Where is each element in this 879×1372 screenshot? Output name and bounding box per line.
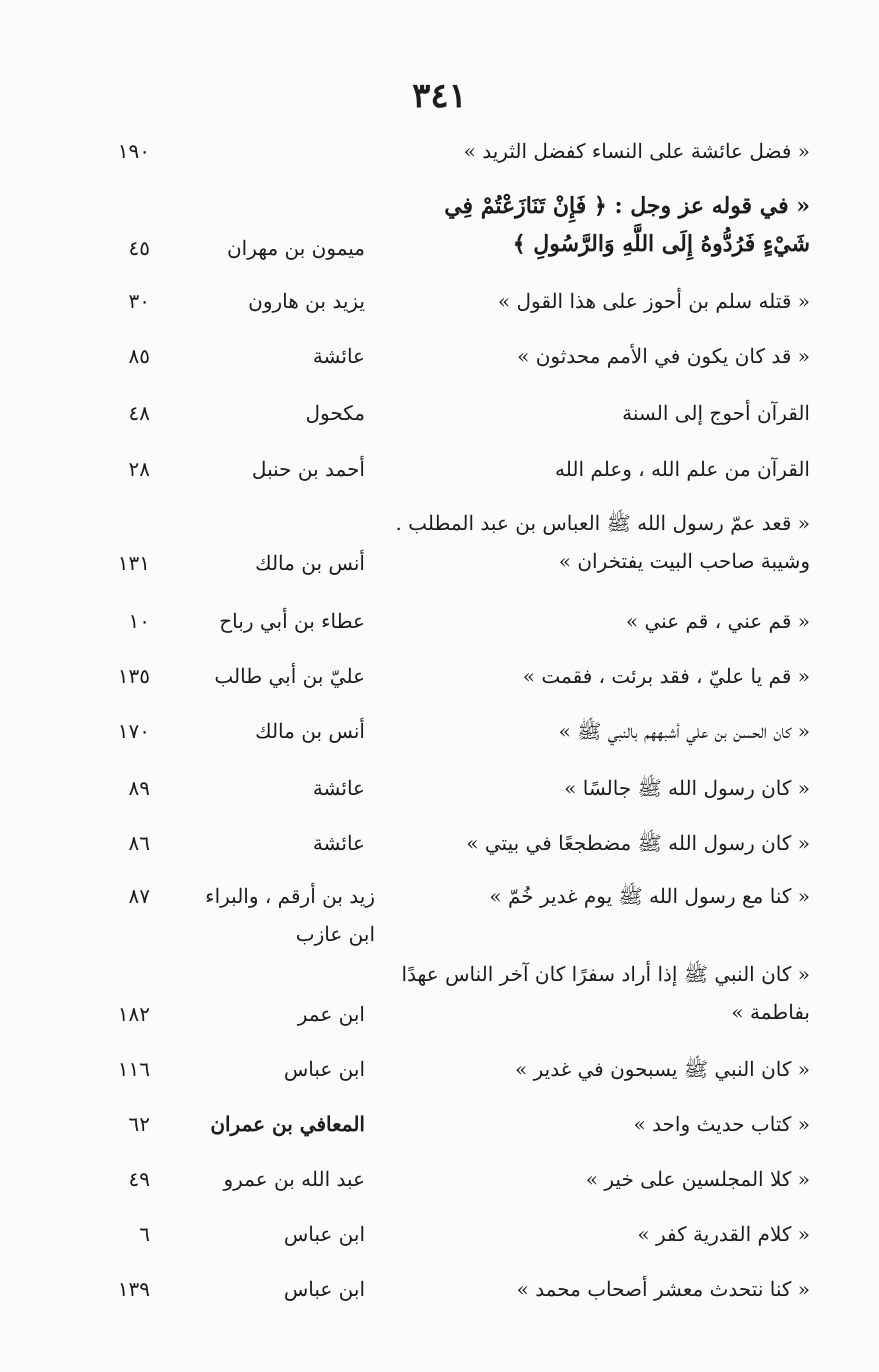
hadith-text: القرآن من علم الله ، وعلم الله <box>555 457 810 481</box>
hadith-text: « قعد عمّ رسول الله ﷺ العباس بن عبد المطلب . وشيبة صاحب البيت يفتخران » <box>395 511 810 573</box>
hadith-text: « كنا مع رسول الله ﷺ يوم غدير خُمّ » <box>489 884 810 908</box>
narrator-name: أنس بن مالك <box>255 551 365 575</box>
narrator-name: ابن عباس <box>283 1057 365 1081</box>
page-reference: ٢٨ <box>128 457 150 481</box>
narrator-name: مكحول <box>305 401 365 425</box>
page-reference: ١٨٢ <box>117 1002 150 1026</box>
narrator-name: ابن عباس <box>283 1222 365 1246</box>
narrator-name: عبد الله بن عمرو <box>223 1167 365 1191</box>
narrator-name: عليّ بن أبي طالب <box>214 664 365 688</box>
page-reference: ١٧٠ <box>117 719 150 743</box>
hadith-text: « قتله سلم بن أحوز على هذا القول » <box>497 289 810 313</box>
page-reference: ١٠ <box>128 609 150 633</box>
index-row <box>90 877 820 962</box>
narrator-name: ميمون بن مهران <box>226 236 365 260</box>
page-reference: ١١٦ <box>117 1057 150 1081</box>
index-row <box>90 955 820 1055</box>
hadith-text: « كان النبي ﷺ إذا أراد سفرًا كان آخر الناس عهدًا بفاطمة » <box>401 962 810 1024</box>
hadith-index-list <box>90 132 820 1322</box>
page-reference: ٤٥ <box>128 236 150 260</box>
page-reference: ١٣٩ <box>117 1277 150 1301</box>
page-reference: ٣٠ <box>128 289 150 313</box>
narrator-name: ابن عمر <box>297 1002 365 1026</box>
page-reference: ٦ <box>139 1222 150 1246</box>
page-reference: ٦٢ <box>128 1112 150 1136</box>
narrator-name: عائشة <box>312 831 365 855</box>
page-reference: ٨٦ <box>128 831 150 855</box>
narrator-name: عطاء بن أبي رباح <box>219 609 365 633</box>
hadith-text: القرآن أحوج إلى السنة <box>622 401 810 425</box>
hadith-text: « قد كان يكون في الأمم محدثون » <box>517 344 810 368</box>
hadith-text: « فضل عائشة على النساء كفضل الثريد » <box>463 139 810 163</box>
index-row <box>90 1270 820 1340</box>
page-reference: ١٩٠ <box>117 139 150 163</box>
hadith-text: « كلام القدرية كفر » <box>637 1222 810 1246</box>
hadith-text: « كان النبي ﷺ يسبحون في غدير » <box>515 1057 810 1081</box>
narrator-name: أحمد بن حنبل <box>251 457 365 481</box>
hadith-text: « كان رسول الله ﷺ مضطجعًا في بيتي » <box>466 831 810 855</box>
hadith-text: « قم يا عليّ ، فقد برئت ، فقمت » <box>522 664 810 688</box>
narrator-name: يزيد بن هارون <box>248 289 365 313</box>
narrator-name: زيد بن أرقم ، والبراء ابن عازب <box>205 884 375 946</box>
narrator-name: عائشة <box>312 344 365 368</box>
page-reference: ١٣١ <box>117 551 150 575</box>
hadith-text: « قم عني ، قم عني » <box>625 609 810 633</box>
page-reference: ٨٧ <box>128 884 150 908</box>
narrator-name: أنس بن مالك <box>255 719 365 743</box>
narrator-name: المعافي بن عمران <box>210 1112 365 1136</box>
narrator-name: عائشة <box>312 776 365 800</box>
hadith-text: « كنا نتحدث معشر أصحاب محمد » <box>516 1277 810 1301</box>
page-reference: ٨٩ <box>128 776 150 800</box>
hadith-text: « كتاب حديث واحد » <box>633 1112 810 1136</box>
page-reference: ٤٩ <box>128 1167 150 1191</box>
index-row <box>90 504 820 604</box>
hadith-text: « في قوله عز وجل : ﴿ فَإِنْ تَنَازَعْتُمْ فِي شَيْءٍ فَرُدُّوهُ إِلَى اللَّهِ وَالرَّسُولِ ﴾ <box>444 193 810 257</box>
narrator-name: ابن عباس <box>283 1277 365 1301</box>
page-reference: ٨٥ <box>128 344 150 368</box>
hadith-text: « كلا المجلسين على خير » <box>585 1167 810 1191</box>
page-reference: ١٣٥ <box>117 664 150 688</box>
hadith-text: « كان رسول الله ﷺ جالسًا » <box>564 776 810 800</box>
hadith-text: « كان الحسن بن علي أشبههم بالنبي ﷺ » <box>558 719 810 743</box>
page-reference: ٤٨ <box>128 401 150 425</box>
page-number: ٣٤١ <box>412 76 467 116</box>
index-row <box>90 187 820 287</box>
